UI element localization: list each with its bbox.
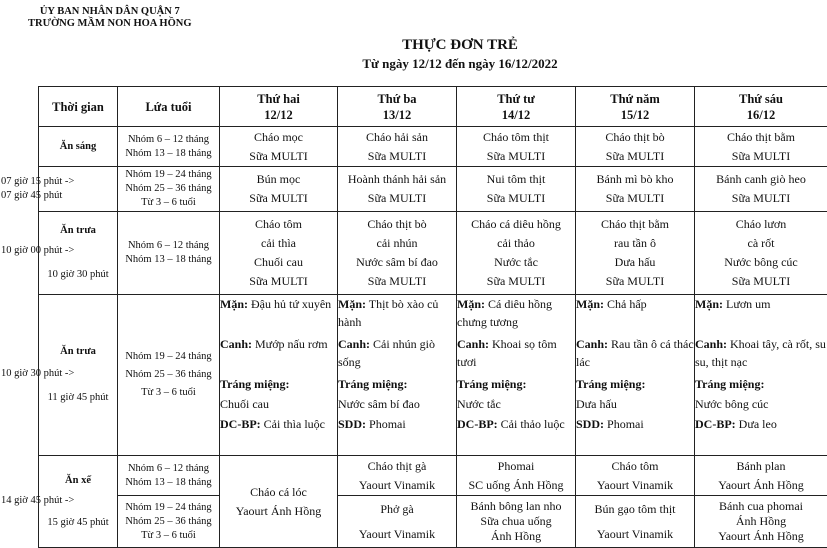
snack-time: Ăn xế 14 giờ 45 phút -> 15 giờ 45 phút (39, 456, 118, 548)
snack-wed-a: Phomai SC uống Ánh Hồng (457, 456, 576, 496)
organization-header (28, 6, 192, 30)
lunch-small-thu: Cháo thịt bằm rau tần ô Dưa hấu Sữa MULTI (576, 212, 695, 295)
breakfast-fri-a: Cháo thịt bằm Sữa MULTI (695, 127, 827, 167)
lunch-big-time: Ăn trưa 10 giờ 30 phút -> 11 giờ 45 phút (39, 295, 118, 456)
page-title-block (300, 36, 620, 72)
header-row (39, 87, 827, 127)
breakfast-fri-b: Bánh canh giò heo Sữa MULTI (695, 167, 827, 212)
breakfast-row-b (39, 167, 827, 212)
breakfast-wed-a: Cháo tôm thịt Sữa MULTI (457, 127, 576, 167)
snack-tue-b: Phở gà Yaourt Vinamik (338, 496, 457, 548)
breakfast-label: Ăn sáng (39, 127, 118, 167)
breakfast-thu-b: Bánh mì bò kho Sữa MULTI (576, 167, 695, 212)
snack-fri-a: Bánh plan Yaourt Ánh Hồng (695, 456, 827, 496)
snack-wed-b: Bánh bông lan nho Sữa chua uống Ánh Hồng (457, 496, 576, 548)
snack-row-a (39, 456, 827, 496)
snack-tue-a: Cháo thịt gà Yaourt Vinamik (338, 456, 457, 496)
snack-age-a: Nhóm 6 – 12 tháng Nhóm 13 – 18 tháng (118, 456, 220, 496)
col-day-2: Thứ ba 13/12 (338, 87, 457, 127)
breakfast-mon-b: Bún mọc Sữa MULTI (220, 167, 338, 212)
page-title: THỰC ĐƠN TRẺ (300, 36, 620, 55)
menu-table (38, 86, 827, 548)
lunch-small-fri: Cháo lươn cà rốt Nước bông cúc Sữa MULTI (695, 212, 827, 295)
page-subtitle: Từ ngày 12/12 đến ngày 16/12/2022 (300, 55, 620, 72)
header-line-2: TRƯỜNG MẦM NON HOA HỒNG (28, 18, 192, 30)
snack-thu-a: Cháo tôm Yaourt Vinamik (576, 456, 695, 496)
col-age: Lứa tuổi (118, 87, 220, 127)
snack-thu-b: Bún gạo tôm thịt Yaourt Vinamik (576, 496, 695, 548)
lunch-big-fri: Mặn: Lươn um Canh: Khoai tây, cà rốt, su su, thịt nạc Tráng miệng: Nước bông cúc DC-BP: Dưa leo (695, 295, 827, 456)
col-day-5: Thứ sáu 16/12 (695, 87, 827, 127)
lunch-big-thu: Mặn: Chả hấp Canh: Rau tần ô cá thác lác Tráng miệng: Dưa hấu SDD: Phomai (576, 295, 695, 456)
snack-mon: Cháo cá lóc Yaourt Ánh Hồng (220, 456, 338, 548)
breakfast-age-b: Nhóm 19 – 24 tháng Nhóm 25 – 36 tháng Từ 3 – 6 tuổi (118, 167, 220, 212)
snack-age-b: Nhóm 19 – 24 tháng Nhóm 25 – 36 tháng Từ 3 – 6 tuổi (118, 496, 220, 548)
breakfast-mon-a: Cháo mọc Sữa MULTI (220, 127, 338, 167)
lunch-small-age: Nhóm 6 – 12 tháng Nhóm 13 – 18 tháng (118, 212, 220, 295)
lunch-big-wed: Mặn: Cá diêu hồng chưng tương Canh: Khoai sọ tôm tươi Tráng miệng: Nước tắc DC-BP: Cải thảo luộc (457, 295, 576, 456)
col-day-4: Thứ năm 15/12 (576, 87, 695, 127)
lunch-small-mon: Cháo tôm cải thìa Chuối cau Sữa MULTI (220, 212, 338, 295)
col-day-3: Thứ tư 14/12 (457, 87, 576, 127)
lunch-big-tue: Mặn: Thịt bò xào củ hành Canh: Cải nhún giò sống Tráng miệng: Nước sâm bí đao SDD: Phomai (338, 295, 457, 456)
lunch-small-time: Ăn trưa 10 giờ 00 phút -> 10 giờ 30 phút (39, 212, 118, 295)
lunch-big-age: Nhóm 19 – 24 tháng Nhóm 25 – 36 tháng Từ 3 – 6 tuổi (118, 295, 220, 456)
breakfast-age-a: Nhóm 6 – 12 tháng Nhóm 13 – 18 tháng (118, 127, 220, 167)
snack-row-b (39, 496, 827, 548)
breakfast-thu-a: Cháo thịt bò Sữa MULTI (576, 127, 695, 167)
breakfast-row-a (39, 127, 827, 167)
header-line-1: ỦY BAN NHÂN DÂN QUẬN 7 (28, 6, 192, 18)
lunch-big-row (39, 295, 827, 456)
breakfast-wed-b: Nui tôm thịt Sữa MULTI (457, 167, 576, 212)
snack-fri-b: Bánh cua phomai Ánh Hồng Yaourt Ánh Hồng (695, 496, 827, 548)
lunch-small-row (39, 212, 827, 295)
lunch-small-wed: Cháo cá diêu hồng cải thảo Nước tắc Sữa MULTI (457, 212, 576, 295)
lunch-big-mon: Mặn: Đậu hủ tứ xuyên Canh: Mướp nấu rơm Tráng miệng: Chuối cau DC-BP: Cải thìa luộc (220, 295, 338, 456)
col-day-1: Thứ hai 12/12 (220, 87, 338, 127)
breakfast-time: 07 giờ 15 phút -> 07 giờ 45 phút (39, 167, 118, 212)
col-time: Thời gian (39, 87, 118, 127)
breakfast-tue-a: Cháo hải sản Sữa MULTI (338, 127, 457, 167)
breakfast-tue-b: Hoành thánh hải sản Sữa MULTI (338, 167, 457, 212)
lunch-small-tue: Cháo thịt bò cải nhún Nước sâm bí đao Sữa MULTI (338, 212, 457, 295)
